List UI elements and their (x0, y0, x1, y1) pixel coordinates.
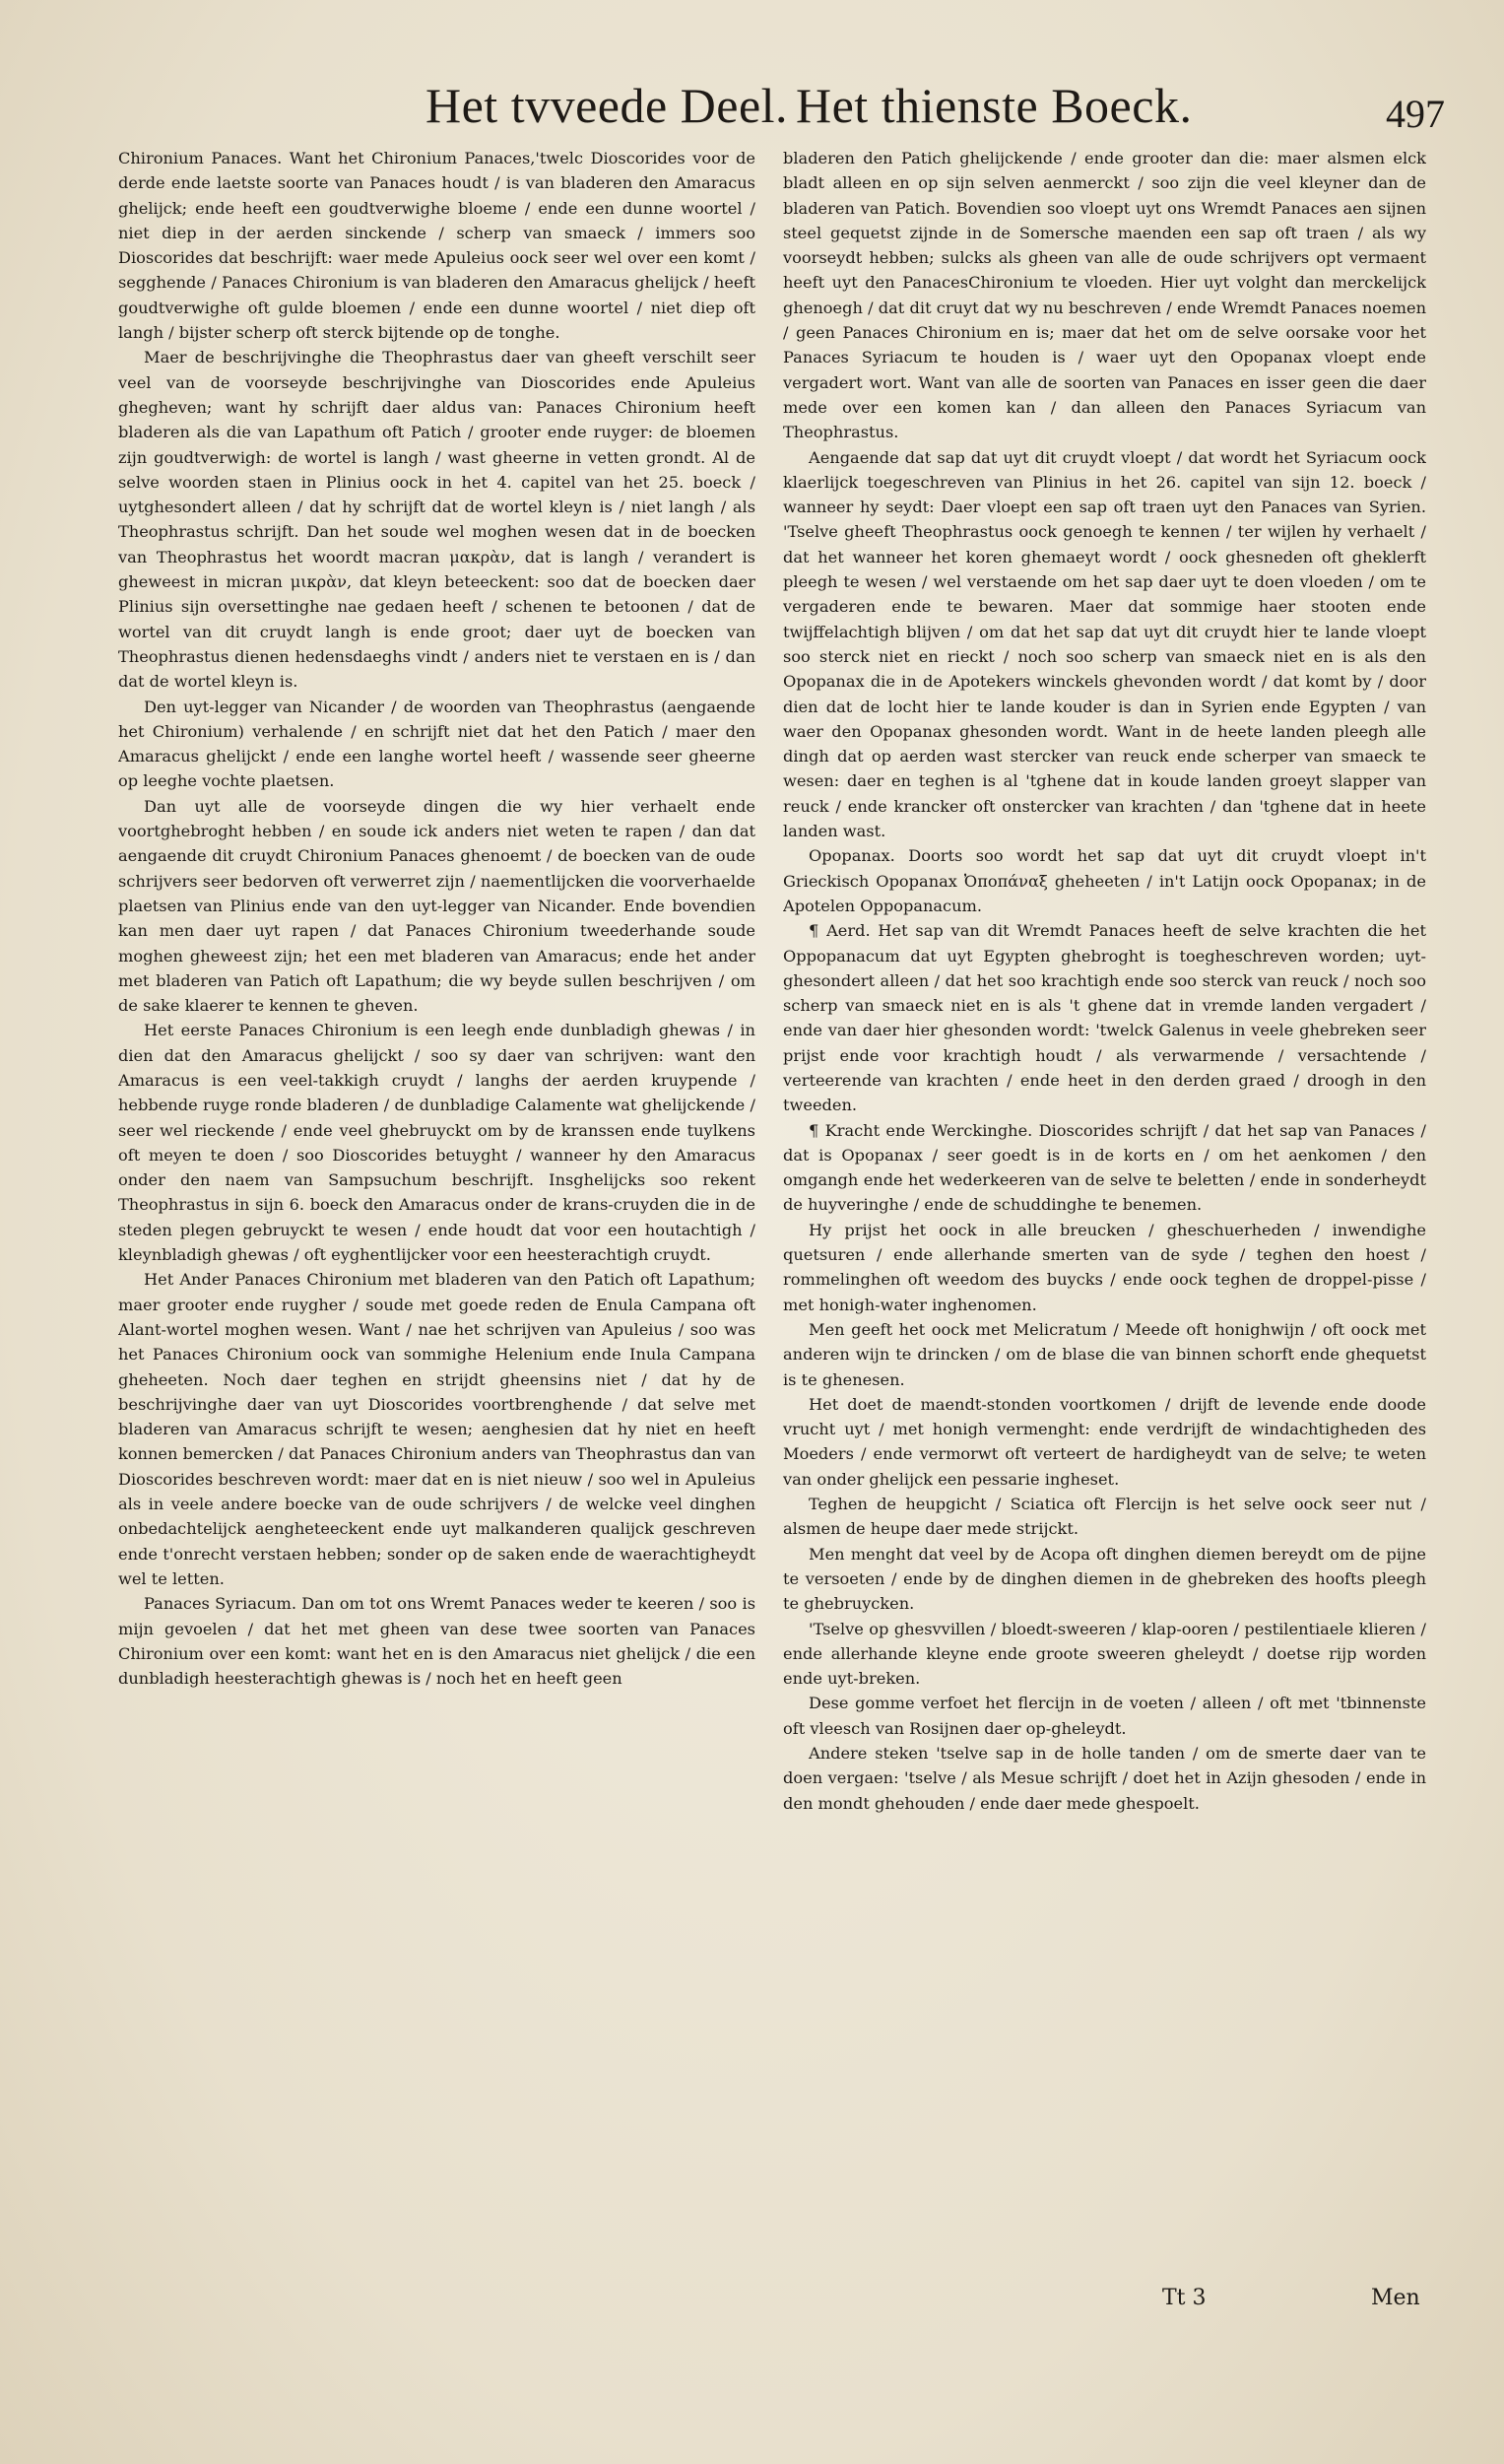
paragraph: Den uyt-legger van Nicander / de woorden van Theophrastus (aengaende het Chironium) verhalende / en schrijft niet dat het den Patich / maer den Amaracus ghelijckt / ende een langhe wortel heeft / wassende seer gheerne op leeghe vochte plaetsen. (118, 697, 755, 791)
paragraph: Het Ander Panaces Chironium met bladeren van den Patich oft Lapathum; maer grooter ende ruygher / soude met goede reden de Enula Campana oft Alant-wortel moghen wesen. Want / nae het schrijven van Apuleius / soo was het Panaces Chironium oock van sommighe Helenium ende Inula Campana gheheeten. Noch daer teghen en strijdt gheensins niet / dat hy de beschrijvinghe daer van uyt Dioscorides voortbrenghende / dat selve met bladeren van Amaracus schrijft te wesen; aenghesien dat hy niet en heeft konnen bemercken / dat Panaces Chironium anders van Theophrastus dan van Dioscorides beschreven wordt: maer dat en is niet nieuw / soo wel in Apuleius als in veele andere boecke van de oude schrijvers / de welcke veel dinghen onbedachtelijck aengheteeckent ende uyt malkanderen qualijck geschreven ende t'onrecht verstaen hebben; sonder op de saken ende de waerachtigheydt wel te letten. (118, 1270, 755, 1588)
paragraph: 'Tselve op ghesvvillen / bloedt-sweeren / klap-ooren / pestilentiaele klieren / ende allerhande kleyne ende groote sweeren gheleydt / doetse rijp worden ende uyt-breken. (783, 1619, 1426, 1689)
paragraph: Opopanax. Doorts soo wordt het sap dat uyt dit cruydt vloept in't Grieckisch Opopanax Ὀποπάναξ gheheeten / in't Latijn oock Opopanax; in de Apotelen Oppopanacum. (783, 846, 1426, 915)
paragraph: Het eerste Panaces Chironium is een leegh ende dunbladigh ghewas / in dien dat den Amaracus ghelijckt / soo sy daer van schrijven: want den Amaracus is een veel-takkigh cruydt / langhs der aerden kruypende / hebbende ruyge ronde bladeren / de dunbladige Calamente wat ghelijckende / seer wel rieckende / ende veel ghebruyckt om by de kranssen ende tuylkens oft meyen te doen / soo Dioscorides betuyght / wanneer hy den Amaracus onder den naem van Sampsuchum beschrijft. Insghelijcks soo rekent Theophrastus in sijn 6. boeck den Amaracus onder de krans-cruyden die in de steden plegen gebruyckt te wesen / ende houdt dat voor een houtachtigh / kleynbladigh ghewas / oft eyghentlijcker voor een heesterachtigh cruydt. (118, 1021, 755, 1265)
paragraph: ¶ Aerd. Het sap van dit Wremdt Panaces heeft de selve krachten die het Oppopanacum dat uyt Egypten ghebroght is toegheschreven worden; uyt-ghesondert alleen / dat het soo krachtigh ende soo sterck van reuck / noch soo scherp van smaeck niet en is als 't ghene dat in vremde landen vergadert / ende van daer hier ghesonden wordt: 'twelck Galenus in veele ghebreken seer prijst ende voor krachtigh houdt / als verwarmende / versachtende / verteerende van krachten / ende heet in den derden graed / droogh in den tweeden. (783, 921, 1426, 1115)
page-number: 497 (1386, 92, 1445, 136)
paragraph: Panaces Syriacum. Dan om tot ons Wremt Panaces weder te keeren / soo is mijn gevoelen / dat het met gheen van dese twee soorten van Panaces Chironium over een komt: want het en is den Amaracus niet ghelijck / die een dunbladigh heesterachtigh ghewas is / noch het en heeft geen (118, 1594, 755, 1689)
paragraph: Het doet de maendt-stonden voortkomen / drijft de levende ende doode vrucht uyt / met honigh vermenght: ende verdrijft de windachtigheden des Moeders / ende vermorwt oft verteert de hardigheydt van de selve; te weten van onder ghelijck een pessarie ingheset. (783, 1394, 1426, 1489)
paragraph: Dan uyt alle de voorseyde dingen die wy hier verhaelt ende voortghebroght hebben / en soude ick anders niet weten te rapen / dan dat aengaende dit cruydt Chironium Panaces ghenoemt / de boecken van de oude schrijvers seer bedorven oft verwerret zijn / naementlijcken die voorverhaelde plaetsen van Plinius ende van den uyt-legger van Nicander. Ende bovendien kan men daer uyt rapen / dat Panaces Chironium tweederhande soude moghen gheweest zijn; het een met bladeren van Amaracus; ende het ander met bladeren van Patich oft Lapathum; die wy beyde sullen beschrijven / om de sake klaerer te kennen te gheven. (118, 796, 755, 1016)
header-book-title: Het thienste Boeck. (796, 78, 1193, 133)
header-part-title: Het tvveede Deel. (425, 78, 789, 133)
paragraph: ¶ Kracht ende Werckinghe. Dioscorides schrijft / dat het sap van Panaces / dat is Opopanax / seer goedt is in de korts en / om het aenkomen / den omgangh ende het wederkeeren van de selve te beletten / ende in sonderheydt de huyveringhe / ende de schuddinghe te benemen. (783, 1120, 1426, 1215)
paragraph: bladeren den Patich ghelijckende / ende grooter dan die: maer alsmen elck bladt alleen en op sijn selven aenmerckt / soo zijn die veel kleyner dan de bladeren van Patich. Bovendien soo vloept uyt ons Wremdt Panaces aen sijnen steel gequetst zijnde in de Somersche maenden een sap oft traen / als wy voorseydt hebben; sulcks als gheen van alle de oude schrijvers opt vermaent heeft uyt den PanacesChironium te vloeden. Hier uyt volght dan merckelijck ghenoegh / dat dit cruyt dat wy nu beschreven / ende Wremdt Panaces noemen / geen Panaces Chironium en is; maer dat het om de selve oorsake voor het Panaces Syriacum te houden is / waer uyt den Opopanax vloept ende vergadert wort. Want van alle de soorten van Panaces en isser geen die daer mede over een komen kan / dan alleen den Panaces Syriacum van Theophrastus. (783, 149, 1426, 442)
catchword: Men (1371, 2286, 1420, 2310)
paragraph: Aengaende dat sap dat uyt dit cruydt vloept / dat wordt het Syriacum oock klaerlijck toegeschreven van Plinius in het 26. capitel van sijn 12. boeck / wanneer hy seydt: Daer vloept een sap oft traen uyt den Panaces van Syrien. 'Tselve gheeft Theophrastus oock genoegh te kennen / ter wijlen hy verhaelt / dat het wanneer het koren ghemaeyt wordt / oock ghesneden oft gheklerft pleegh te wesen / wel verstaende om het sap daer uyt te doen vloeden / om te vergaderen ende te bewaren. Maer dat sommige haer stooten ende twijffelachtigh blijven / om dat het sap dat uyt dit cruydt hier te lande vloept soo sterck niet en rieckt / noch soo scherp van smaeck niet en is als den Opopanax die in de Apotekers winckels ghevonden wordt / dat komt by / door dien dat de locht hier te lande kouder is dan in Syrien ende Egypten / van waer den Opopanax ghesonden wordt. Want in de heete landen pleegh alle dingh dat op aerden wast stercker van reuck ende scherper van smaeck te wesen: daer en teghen is al 'tghene dat in koude landen groeyt slapper van reuck / ende krancker oft onstercker van krachten / dan 'tghene dat in heete landen wast. (783, 447, 1426, 841)
signature-mark: Tt 3 (1162, 2286, 1207, 2310)
paragraph: Men geeft het oock met Melicratum / Meede oft honighwijn / oft oock met anderen wijn te drincken / om de blase die van binnen schorft ende ghequetst is te ghenesen. (783, 1319, 1426, 1389)
paragraph: Chironium Panaces. Want het Chironium Panaces,'twelc Dioscorides voor de derde ende laetste soorte van Panaces houdt / is van bladeren den Amaracus ghelijck; ende heeft een goudtverwighe bloeme / ende een dunne woortel / niet diep in der aerden sinckende / scherp van smaeck / immers soo Dioscorides dat beschrijft: waer mede Apuleius oock seer wel over een komt / segghende / Panaces Chironium is van bladeren den Amaracus ghelijck / heeft goudtverwighe oft gulde bloemen / ende een dunne woortel / niet diep oft langh / bijster scherp oft sterck bijtende op de tonghe. (118, 149, 755, 343)
running-header (0, 77, 1504, 156)
paragraph: Dese gomme verfoet het flercijn in de voeten / alleen / oft met 'tbinnenste oft vleesch van Rosijnen daer op-gheleydt. (783, 1694, 1426, 1738)
page-footer (0, 2286, 1504, 2335)
paragraph: Andere steken 'tselve sap in de holle tanden / om de smerte daer van te doen vergaen: 'tselve / als Mesue schrijft / doet het in Azijn ghesoden / ende in den mondt ghehouden / ende daer mede ghespoelt. (783, 1744, 1426, 1813)
paragraph: Men menght dat veel by de Acopa oft dinghen diemen bereydt om de pijne te versoeten / ende by de dinghen diemen in de ghebreken des hoofts pleegh te ghebruycken. (783, 1544, 1426, 1614)
right-column (783, 146, 1426, 2289)
paragraph: Teghen de heupgicht / Sciatica oft Flercijn is het selve oock seer nut / alsmen de heupe daer mede strijckt. (783, 1495, 1426, 1539)
paragraph: Hy prijst het oock in alle breucken / gheschuerheden / inwendighe quetsuren / ende allerhande smerten van de syde / teghen den hoest / rommelinghen oft weedom des buycks / ende oock teghen de droppel-pisse / met honigh-water inghenomen. (783, 1220, 1426, 1314)
left-column (118, 146, 755, 2328)
paragraph: Maer de beschrijvinghe die Theophrastus daer van gheeft verschilt seer veel van de voorseyde beschrijvinghe van Dioscorides ende Apuleius ghegheven; want hy schrijft daer aldus van: Panaces Chironium heeft bladeren als die van Lapathum oft Patich / grooter ende ruyger: de bloemen zijn goudtverwigh: de wortel is langh / wast gheerne in vetten grondt. Al de selve woorden staen in Plinius oock in het 4. capitel van het 25. boeck / uytghesondert alleen / dat hy schrijft dat de wortel kleyn is / niet langh / als Theophrastus schrijft. Dan het soude wel moghen wesen dat in de boecken van Theophrastus het woordt macran μακρὰν, dat is langh / verandert is gheweest in micran μικρὰν, dat kleyn beteeckent: soo dat de boecken daer Plinius sijn oversettinghe nae gedaen heeft / schenen te betoonen / dat de wortel van dit cruydt langh is ende groot; daer uyt de boecken van Theophrastus dienen hedensdaeghs vindt / anders niet te verstaen en is / dan dat de wortel kleyn is. (118, 348, 755, 692)
